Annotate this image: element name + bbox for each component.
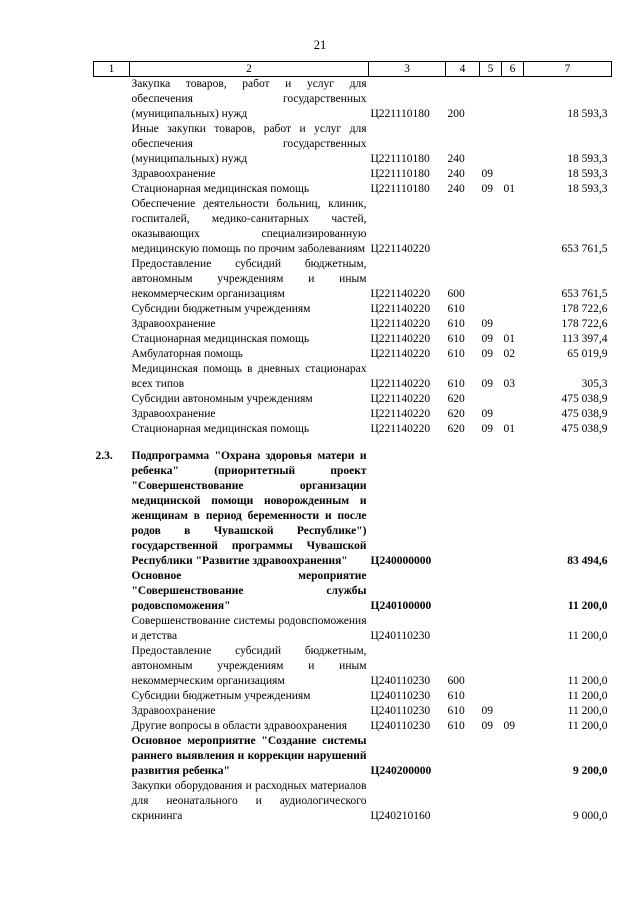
row-sum: 178 722,6 <box>561 303 608 315</box>
row-number <box>94 182 130 197</box>
row-number <box>94 407 130 422</box>
row-pr <box>502 167 524 182</box>
row-vr: 610 <box>447 705 465 717</box>
row-name: Предоставление субсидий бюджетным, автономным учреждениям и иным некоммерческим организациям <box>131 258 367 300</box>
row-rz: 09 <box>481 408 493 420</box>
table-row <box>94 422 612 437</box>
row-vr: 240 <box>447 168 465 180</box>
row-pr: 01 <box>503 333 515 345</box>
row-sum: 83 494,6 <box>567 555 608 567</box>
row-vr: 610 <box>447 348 465 360</box>
table-row <box>94 77 612 123</box>
row-pr <box>502 734 524 779</box>
row-name: Медицинская помощь в дневных стационарах всех типов <box>131 363 367 390</box>
header-col-1: 1 <box>94 62 130 77</box>
row-vr: 240 <box>447 183 465 195</box>
table-row <box>94 734 612 779</box>
header-col-6: 6 <box>502 62 524 77</box>
row-code: Ц240000000 <box>370 555 432 567</box>
row-sum: 113 397,4 <box>561 333 608 345</box>
row-code: Ц221140220 <box>370 408 431 420</box>
row-vr: 620 <box>447 393 465 405</box>
row-pr <box>502 569 524 614</box>
row-sum: 18 593,3 <box>567 153 608 165</box>
row-pr: 09 <box>503 720 515 732</box>
row-rz: 09 <box>481 333 493 345</box>
row-name: Закупки оборудования и расходных материалов для неонатального и аудиологического скрининга <box>131 780 367 822</box>
row-pr: 02 <box>503 348 515 360</box>
row-code: Ц221140220 <box>370 423 431 435</box>
row-vr <box>446 569 480 614</box>
row-sum: 11 200,0 <box>567 690 608 702</box>
row-code: Ц240200000 <box>370 765 432 777</box>
row-number: 2.3. <box>95 450 113 462</box>
row-number <box>94 362 130 392</box>
row-code: Ц221110180 <box>370 153 430 165</box>
row-name: Субсидии бюджетным учреждениям <box>131 303 311 315</box>
row-code: Ц221110180 <box>370 168 430 180</box>
row-rz <box>480 392 502 407</box>
page-number: 21 <box>313 38 327 52</box>
row-rz: 09 <box>481 423 493 435</box>
row-rz: 09 <box>481 720 493 732</box>
row-rz <box>480 689 502 704</box>
row-sum: 11 200,0 <box>567 705 608 717</box>
row-rz <box>480 449 502 569</box>
row-number <box>94 704 130 719</box>
row-vr: 610 <box>447 690 465 702</box>
row-rz: 09 <box>481 705 493 717</box>
row-name: Здравоохранение <box>131 705 216 717</box>
row-number <box>94 719 130 734</box>
table-row <box>94 122 612 167</box>
row-name: Основное мероприятие "Совершенствование службы родовспоможения" <box>131 570 367 612</box>
row-pr <box>502 77 524 123</box>
row-number <box>94 392 130 407</box>
row-vr <box>446 614 480 644</box>
row-pr <box>502 449 524 569</box>
table-row <box>94 614 612 644</box>
row-code: Ц240100000 <box>370 600 432 612</box>
row-sum: 11 200,0 <box>567 630 608 642</box>
row-sum: 11 200,0 <box>567 600 608 612</box>
row-number <box>94 302 130 317</box>
header-col-3: 3 <box>369 62 446 77</box>
header-row <box>94 62 612 77</box>
header-col-5: 5 <box>480 62 502 77</box>
row-pr <box>502 779 524 824</box>
row-name: Подпрограмма "Охрана здоровья матери и ребенка" (приоритетный проект "Совершенствование организации медицинской помощи новорожденным и женщинам в период беременности и после родов в Чувашской Республике") государственной программы Чувашской Республики "Развитие здравоохранения" <box>131 450 367 567</box>
table-row <box>94 719 612 734</box>
row-spacer <box>94 437 612 449</box>
row-rz <box>480 122 502 167</box>
row-sum: 18 593,3 <box>567 108 608 120</box>
row-rz: 09 <box>481 378 493 390</box>
row-name: Субсидии бюджетным учреждениям <box>131 690 311 702</box>
row-vr: 240 <box>447 153 465 165</box>
row-number <box>94 689 130 704</box>
row-name: Субсидии автономным учреждениям <box>131 393 313 405</box>
row-pr <box>502 197 524 257</box>
row-rz <box>480 734 502 779</box>
row-pr <box>502 614 524 644</box>
row-number <box>94 77 130 123</box>
row-code: Ц221140220 <box>370 303 431 315</box>
row-code: Ц221140220 <box>370 393 431 405</box>
row-name: Амбулаторная помощь <box>131 348 243 360</box>
row-vr: 600 <box>447 288 465 300</box>
row-sum: 305,3 <box>581 378 608 390</box>
table-row <box>94 689 612 704</box>
row-sum: 65 019,9 <box>567 348 608 360</box>
row-pr <box>502 407 524 422</box>
row-vr: 610 <box>447 318 465 330</box>
row-rz: 09 <box>481 183 493 195</box>
row-number <box>94 644 130 689</box>
row-vr <box>446 197 480 257</box>
row-sum: 178 722,6 <box>561 318 608 330</box>
table-row <box>94 569 612 614</box>
row-sum: 475 038,9 <box>561 393 608 405</box>
row-rz <box>480 614 502 644</box>
row-code: Ц221140220 <box>370 243 431 255</box>
header-col-2: 2 <box>130 62 369 77</box>
row-name: Обеспечение деятельности больниц, клиник, госпиталей, медико-санитарных частей, оказывающих специализированную медицинскую помощь по прочим заболеваниям <box>131 198 367 255</box>
row-vr: 610 <box>447 333 465 345</box>
row-vr: 610 <box>447 378 465 390</box>
row-name: Стационарная медицинская помощь <box>131 183 310 195</box>
row-rz: 09 <box>481 318 493 330</box>
row-number <box>94 779 130 824</box>
row-name: Совершенствование системы родовспоможения и детства <box>131 615 367 642</box>
table-row <box>94 167 612 182</box>
row-vr: 610 <box>447 303 465 315</box>
row-pr <box>502 392 524 407</box>
row-vr: 610 <box>447 720 465 732</box>
row-rz <box>480 779 502 824</box>
row-pr: 01 <box>503 183 515 195</box>
row-sum: 475 038,9 <box>561 423 608 435</box>
row-name: Основное мероприятие "Создание системы раннего выявления и коррекции нарушений развития ребенка" <box>131 735 367 777</box>
row-vr <box>446 734 480 779</box>
header-col-7: 7 <box>524 62 612 77</box>
table-row <box>94 347 612 362</box>
row-rz <box>480 197 502 257</box>
row-pr <box>502 317 524 332</box>
row-sum: 11 200,0 <box>567 720 608 732</box>
row-number <box>94 734 130 779</box>
row-name: Закупка товаров, работ и услуг для обеспечения государственных (муниципальных) нужд <box>131 78 367 120</box>
row-code: Ц240110230 <box>370 690 431 702</box>
row-code: Ц240110230 <box>370 705 431 717</box>
row-pr: 03 <box>503 378 515 390</box>
row-number <box>94 122 130 167</box>
table-row <box>94 182 612 197</box>
row-sum: 11 200,0 <box>567 675 608 687</box>
row-pr <box>502 302 524 317</box>
row-vr: 600 <box>447 675 465 687</box>
row-pr <box>502 689 524 704</box>
row-sum: 653 761,5 <box>561 288 608 300</box>
row-pr <box>502 704 524 719</box>
header-col-4: 4 <box>446 62 480 77</box>
row-name: Здравоохранение <box>131 168 216 180</box>
row-vr <box>446 779 480 824</box>
row-number <box>94 332 130 347</box>
table-row <box>94 197 612 257</box>
row-sum: 9 200,0 <box>573 765 608 777</box>
row-rz: 09 <box>481 348 493 360</box>
table-row <box>94 704 612 719</box>
row-code: Ц221110180 <box>370 183 430 195</box>
table-row <box>94 392 612 407</box>
row-code: Ц221140220 <box>370 348 431 360</box>
table-row <box>94 302 612 317</box>
row-sum: 9 000,0 <box>573 810 608 822</box>
table-row <box>94 257 612 302</box>
row-sum: 18 593,3 <box>567 183 608 195</box>
row-number <box>94 422 130 437</box>
table-row <box>94 407 612 422</box>
row-code: Ц221140220 <box>370 378 431 390</box>
row-code: Ц240110230 <box>370 675 431 687</box>
row-rz <box>480 644 502 689</box>
row-number <box>94 614 130 644</box>
row-number <box>94 317 130 332</box>
row-code: Ц221110180 <box>370 108 430 120</box>
row-number <box>94 167 130 182</box>
table-row <box>94 332 612 347</box>
table-row <box>94 362 612 392</box>
row-vr: 620 <box>447 423 465 435</box>
row-code: Ц240110230 <box>370 630 431 642</box>
row-sum: 653 761,5 <box>561 243 608 255</box>
row-sum: 475 038,9 <box>561 408 608 420</box>
row-sum: 18 593,3 <box>567 168 608 180</box>
row-number <box>94 347 130 362</box>
table-row <box>94 644 612 689</box>
row-number <box>94 569 130 614</box>
row-name: Предоставление субсидий бюджетным, автономным учреждениям и иным некоммерческим организациям <box>131 645 367 687</box>
row-code: Ц221140220 <box>370 318 431 330</box>
row-rz: 09 <box>481 168 493 180</box>
row-rz <box>480 302 502 317</box>
row-pr: 01 <box>503 423 515 435</box>
table-row <box>94 317 612 332</box>
table-row <box>94 779 612 824</box>
row-rz <box>480 77 502 123</box>
row-rz <box>480 569 502 614</box>
row-number <box>94 197 130 257</box>
row-pr <box>502 122 524 167</box>
row-code: Ц240210160 <box>370 810 431 822</box>
row-name: Здравоохранение <box>131 318 216 330</box>
row-code: Ц221140220 <box>370 333 431 345</box>
row-vr <box>446 449 480 569</box>
row-name: Иные закупки товаров, работ и услуг для обеспечения государственных (муниципальных) нужд <box>131 123 367 165</box>
row-name: Другие вопросы в области здравоохранения <box>131 720 347 732</box>
row-pr <box>502 644 524 689</box>
row-vr: 200 <box>447 108 465 120</box>
row-rz <box>480 257 502 302</box>
row-name: Здравоохранение <box>131 408 216 420</box>
row-pr <box>502 257 524 302</box>
row-name: Стационарная медицинская помощь <box>131 333 310 345</box>
row-vr: 620 <box>447 408 465 420</box>
row-code: Ц240110230 <box>370 720 431 732</box>
row-code: Ц221140220 <box>370 288 431 300</box>
budget-table <box>93 61 612 824</box>
table-row <box>94 449 612 569</box>
row-name: Стационарная медицинская помощь <box>131 423 310 435</box>
row-number <box>94 257 130 302</box>
